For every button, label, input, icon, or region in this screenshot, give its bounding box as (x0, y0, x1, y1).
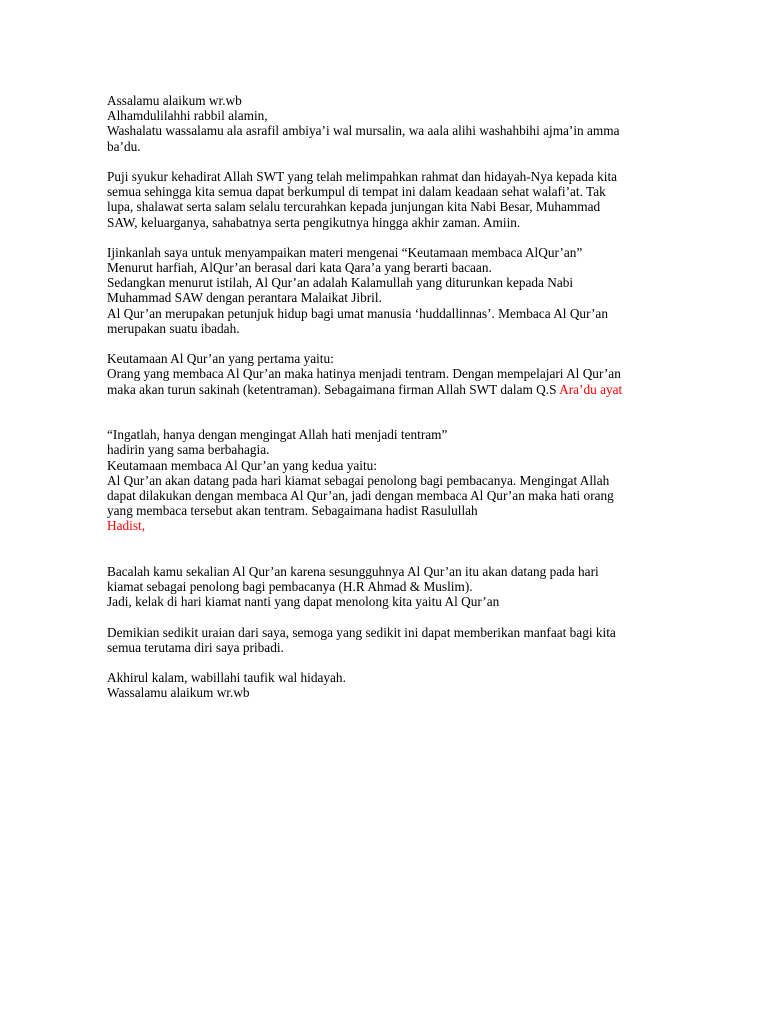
text-segment: maka akan turun sakinah (ketentraman). Sebagaimana firman Allah SWT dalam Q.S (107, 381, 560, 397)
text-line: dapat dilakukan dengan membaca Al Qur’an, jadi dengan membaca Al Qur’an maka hati orang (107, 487, 614, 503)
closing-paragraph (107, 625, 707, 655)
text-line: Jadi, kelak di hari kiamat nanti yang dapat menolong kita yaitu Al Qur’an (107, 594, 500, 610)
paragraph-gap (107, 655, 707, 670)
surah-reference: Ara’du ayat (559, 381, 623, 397)
text-line: Al Qur’an merupakan petunjuk hidup bagi umat manusia ‘huddallinnas’. Membaca Al Qur’an (107, 305, 608, 321)
text-line: hadirin yang sama berbahagia. (107, 442, 270, 458)
text-line: Demikian sedikit uraian dari saya, semoga yang sedikit ini dapat memberikan manfaat bagi kita (107, 624, 616, 640)
text-line: semua terutama diri saya pribadi. (107, 639, 284, 655)
text-line: kiamat sebagai penolong bagi pembacanya (H.R Ahmad & Muslim). (107, 579, 473, 595)
text-line: Orang yang membaca Al Qur’an maka hatinya menjadi tentram. Dengan mempelajari Al Qur’an (107, 366, 621, 382)
paragraph-gap (107, 230, 707, 245)
text-line: Washalatu wassalamu ala asrafil ambiya’i wal mursalin, wa aala alihi washahbihi ajma’in amma (107, 123, 620, 139)
text-line: ba’du. (107, 138, 141, 154)
text-line: merupakan suatu ibadah. (107, 320, 240, 336)
text-line: Menurut harfiah, AlQur’an berasal dari kata Qara’a yang berarti bacaan. (107, 260, 492, 276)
text-line: Assalamu alaikum wr.wb (107, 93, 242, 108)
text-line: semua sehingga kita semua dapat berkumpul di tempat ini dalam keadaan sehat walafi’at. Tak (107, 184, 606, 200)
text-line (107, 382, 707, 397)
paragraph-gap (107, 154, 707, 169)
paragraph-gap (107, 609, 707, 624)
text-line: Akhirul kalam, wabillahi taufik wal hidayah. (107, 670, 346, 686)
paragraph-gap (107, 397, 707, 427)
text-line: SAW, keluarganya, sahabatnya serta pengikutnya hingga akhir zaman. Amiin. (107, 214, 521, 230)
document-body (107, 93, 707, 701)
hadith-paragraph (107, 564, 707, 610)
text-line: Sedangkan menurut istilah, Al Qur’an adalah Kalamullah yang diturunkan kepada Nabi (107, 275, 574, 291)
farewell-paragraph (107, 670, 707, 700)
first-virtue-paragraph (107, 351, 707, 397)
second-virtue-paragraph (107, 427, 707, 533)
intro-paragraph (107, 169, 707, 230)
text-line: Al Qur’an akan datang pada hari kiamat sebagai penolong bagi pembacanya. Mengingat Allah (107, 472, 610, 488)
hadith-reference: Hadist, (107, 518, 146, 534)
text-line: Keutamaan Al Qur’an yang pertama yaitu: (107, 351, 334, 367)
text-line: Bacalah kamu sekalian Al Qur’an karena sesungguhnya Al Qur’an itu akan datang pada hari (107, 563, 599, 579)
text-line: Muhammad SAW dengan perantara Malaikat Jibril. (107, 290, 382, 306)
text-line: Alhamdulilahhi rabbil alamin, (107, 108, 268, 124)
text-line: Wassalamu alaikum wr.wb (107, 685, 250, 701)
paragraph-gap (107, 533, 707, 563)
text-line: Puji syukur kehadirat Allah SWT yang telah melimpahkan rahmat dan hidayah-Nya kepada kita (107, 168, 618, 184)
text-line: yang membaca tersebut akan tentram. Sebagaimana hadist Rasulullah (107, 503, 478, 519)
greeting-paragraph (107, 93, 707, 154)
text-line: lupa, shalawat serta salam selalu tercurahkan kepada junjungan kita Nabi Besar, Muhammad (107, 199, 601, 215)
text-line: Keutamaan membaca Al Qur’an yang kedua yaitu: (107, 457, 378, 473)
topic-paragraph (107, 245, 707, 336)
quote-line: “Ingatlah, hanya dengan mengingat Allah hati menjadi tentram” (107, 427, 448, 443)
text-line: Ijinkanlah saya untuk menyampaikan materi mengenai “Keutamaan membaca AlQur’an” (107, 244, 583, 260)
paragraph-gap (107, 336, 707, 351)
